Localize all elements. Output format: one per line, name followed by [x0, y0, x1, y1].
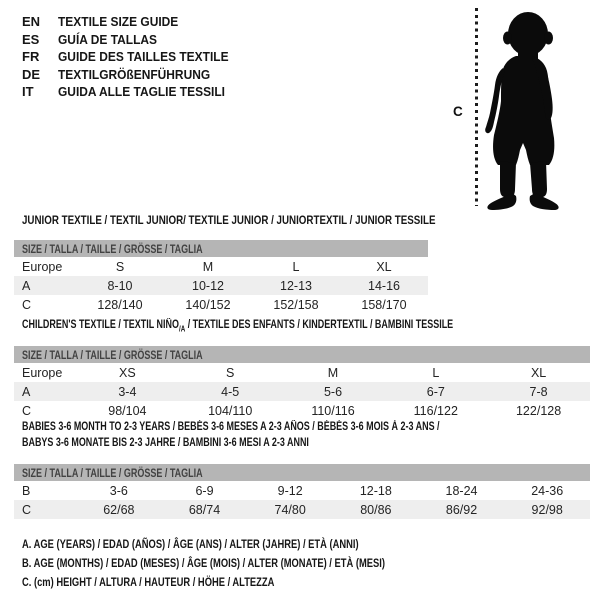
- row-label: A: [22, 278, 31, 293]
- size-column: M: [327, 365, 339, 380]
- size-header-bar: [14, 346, 590, 363]
- size-cell: 92/98: [531, 502, 563, 517]
- language-row: [22, 13, 243, 31]
- babies-table: [14, 464, 590, 519]
- row-label: A: [22, 384, 31, 399]
- size-cell: 140/152: [185, 297, 231, 312]
- table-row-height: [14, 500, 590, 519]
- language-row: [22, 48, 243, 66]
- junior-table-title: JUNIOR TEXTILE / TEXTIL JUNIOR/ TEXTILE JUNIOR / JUNIORTEXTIL / JUNIOR TESSILE: [22, 215, 436, 227]
- size-cell: 18-24: [445, 483, 478, 498]
- title-subscript: /A: [178, 324, 186, 334]
- table-row-age-months: [14, 481, 590, 500]
- row-label: C: [22, 403, 32, 418]
- size-cell: 5-6: [323, 384, 343, 399]
- size-cell: 80/86: [360, 502, 392, 517]
- language-label: TEXTILGRÖßENFÜHRUNG: [58, 66, 211, 82]
- legend-line-c: C. (cm) HEIGHT / ALTURA / HAUTEUR / HÖHE / ALTEZZA: [22, 574, 275, 589]
- size-cell: 6-7: [426, 384, 445, 399]
- junior-table: [14, 240, 428, 314]
- height-measure-label: C: [453, 104, 463, 119]
- legend-line-b: B. AGE (MONTHS) / EDAD (MESES) / ÂGE (MOIS) / ALTER (MONATE) / ETÀ (MESI): [22, 555, 385, 570]
- size-cell: 3-6: [109, 483, 128, 498]
- size-cell: 24-36: [531, 483, 564, 498]
- children-table-title: CHILDREN'S TEXTILE / TEXTIL $NIÑO_{/A}$ / TEXTILE DES ENFANTS / KINDERTEXTIL / BAMBINI TESSILE: [22, 319, 454, 334]
- language-code: EN: [22, 14, 41, 30]
- size-column: XL: [376, 259, 392, 274]
- table-row-age: [14, 276, 428, 295]
- row-label: C: [22, 297, 32, 312]
- table-row-age: [14, 382, 590, 401]
- size-column: S: [115, 259, 125, 274]
- language-code: FR: [22, 49, 40, 65]
- table-row-height: [14, 401, 590, 420]
- language-label: GUIDA ALLE TAGLIE TESSILI: [58, 84, 226, 100]
- size-column: L: [432, 365, 440, 380]
- size-cell: 8-10: [107, 278, 133, 293]
- babies-table-title: BABIES 3-6 MONTH TO 2-3 YEARS / BEBÉS 3-6 MESES A 2-3 AÑOS / BÉBÉS 3-6 MOIS À 2-3 ANS / BABYS 3-6 MONATE BIS 2-3 JAHRE / BAMBINI 3-6 MESI A 2-3 ANNI: [22, 421, 440, 449]
- size-column: L: [292, 259, 300, 274]
- size-cell: 62/68: [103, 502, 135, 517]
- size-cell: 14-16: [368, 278, 400, 293]
- size-header-bar: [14, 464, 590, 481]
- legend: [22, 534, 487, 591]
- size-column: XS: [119, 365, 136, 380]
- row-label: Europe: [22, 365, 63, 380]
- size-cell: 12-13: [280, 278, 312, 293]
- height-measure-dashed-line: [475, 8, 478, 206]
- size-column: XL: [530, 365, 547, 380]
- size-cell: 128/140: [97, 297, 143, 312]
- baby-silhouette-graphic: [483, 11, 565, 211]
- size-cell: 10-12: [192, 278, 224, 293]
- language-code: IT: [22, 84, 34, 100]
- size-cell: 9-12: [277, 483, 303, 498]
- size-cell: 3-4: [118, 384, 137, 399]
- size-cell: 104/110: [208, 403, 253, 418]
- table-row-height: [14, 295, 428, 314]
- table-row-sizes: [14, 257, 428, 276]
- size-cell: 4-5: [221, 384, 240, 399]
- language-row: [22, 31, 243, 49]
- size-header-label: SIZE / TALLA / TAILLE / GRÖSSE / TAGLIA: [22, 465, 203, 480]
- size-cell: 122/128: [515, 403, 562, 418]
- language-list: [22, 13, 243, 101]
- legend-line-a: A. AGE (YEARS) / EDAD (AÑOS) / ÂGE (ANS) / ALTER (JAHRE) / ETÀ (ANNI): [22, 536, 359, 551]
- size-cell: 116/122: [413, 403, 458, 418]
- language-label: TEXTILE SIZE GUIDE: [58, 14, 179, 30]
- row-label: Europe: [22, 259, 63, 274]
- size-cell: 68/74: [188, 502, 221, 517]
- size-cell: 12-18: [359, 483, 392, 498]
- children-table: [14, 346, 590, 420]
- language-code: DE: [22, 66, 41, 82]
- size-header-bar: [14, 240, 428, 257]
- size-cell: 98/104: [108, 403, 147, 418]
- size-header-label: SIZE / TALLA / TAILLE / GRÖSSE / TAGLIA: [22, 241, 203, 256]
- row-label: B: [22, 483, 31, 498]
- size-cell: 110/116: [311, 403, 355, 418]
- size-column: S: [226, 365, 235, 380]
- size-cell: 6-9: [195, 483, 214, 498]
- size-cell: 158/170: [361, 297, 407, 312]
- row-label: C: [22, 502, 32, 517]
- size-cell: 74/80: [274, 502, 306, 517]
- size-header-label: SIZE / TALLA / TAILLE / GRÖSSE / TAGLIA: [22, 347, 203, 362]
- size-cell: 86/92: [445, 502, 478, 517]
- language-label: GUIDE DES TAILLES TEXTILE: [58, 49, 229, 65]
- size-column: M: [202, 259, 214, 274]
- table-row-sizes: [14, 363, 590, 382]
- language-code: ES: [22, 31, 40, 47]
- baby-silhouette: [483, 11, 565, 216]
- language-row: [22, 83, 243, 101]
- language-row: [22, 66, 243, 84]
- size-cell: 152/158: [273, 297, 319, 312]
- size-cell: 7-8: [529, 384, 548, 399]
- language-label: GUÍA DE TALLAS: [58, 31, 158, 47]
